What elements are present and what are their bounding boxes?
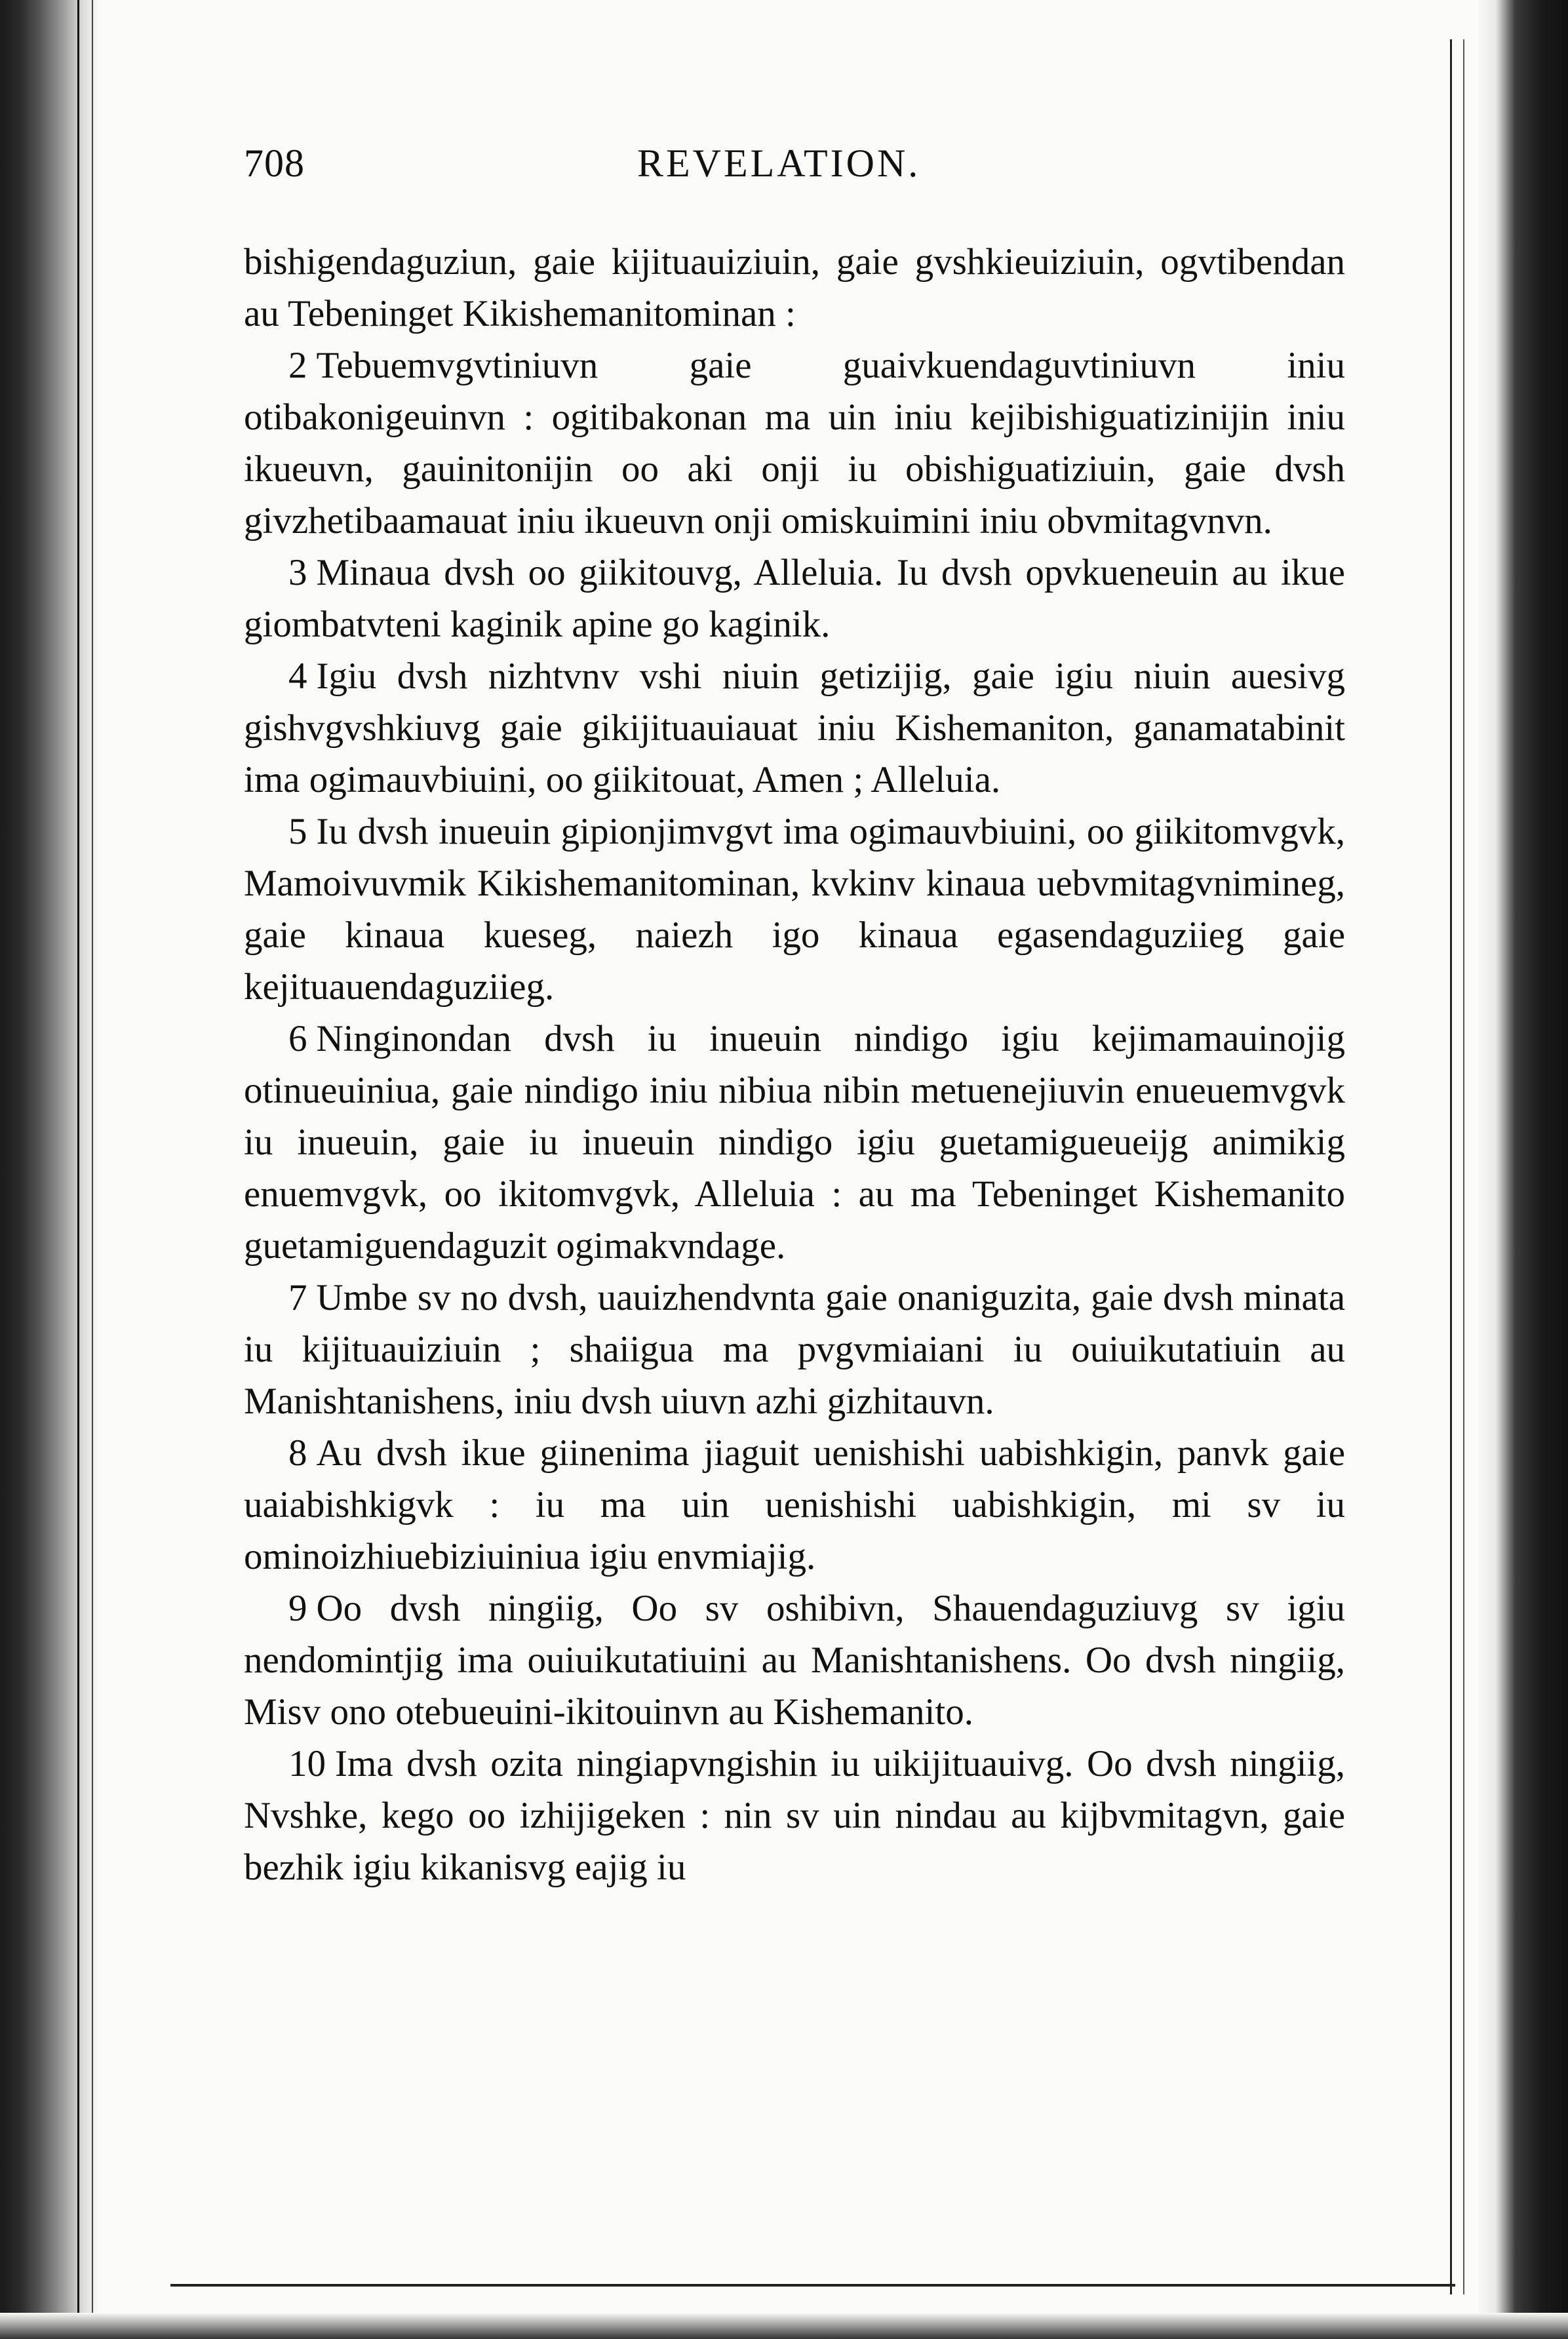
verse-number: 4 bbox=[288, 656, 307, 697]
verse-text: Au dvsh ikue giinenima jiaguit uenishishi uabishkigin, panvk gaie uaiabishkigvk : iu ma uin uenishishi uabishkigin, mi sv iu ominoizhiuebiziuiniua igiu envmiajig. bbox=[244, 1432, 1345, 1577]
verse-paragraph bbox=[244, 650, 1345, 806]
verse-number: 6 bbox=[288, 1018, 307, 1059]
paragraph-text: bishigendaguziun, gaie kijituauiziuin, gaie gvshkieuiziuin, ogvtibendan au Tebeninget Kikishemanitominan : bbox=[244, 241, 1345, 334]
verse-text: Minaua dvsh oo giikitouvg, Alleluia. Iu dvsh opvkueneuin au ikue giombatvteni kaginik apine go kaginik. bbox=[244, 552, 1345, 645]
binding-line bbox=[92, 0, 93, 2339]
verse-number: 9 bbox=[288, 1588, 307, 1629]
verse-text: Oo dvsh ningiig, Oo sv oshibivn, Shauendaguziuvg sv igiu nendomintjig ima ouiuikutatiuini au Manishtanishens. Oo dvsh ningiig, Misv ono otebueuini-ikitouinvn au Kishemanito. bbox=[244, 1588, 1345, 1733]
verse-number: 8 bbox=[288, 1432, 307, 1474]
page-number: 708 bbox=[244, 142, 305, 185]
verse-number: 10 bbox=[288, 1743, 326, 1784]
page-edge-rule bbox=[1463, 39, 1464, 2294]
right-page-edge bbox=[1476, 0, 1568, 2339]
verse-paragraph bbox=[244, 547, 1345, 650]
verse-text: Ima dvsh ozita ningiapvngishin iu uikijituauivg. Oo dvsh ningiig, Nvshke, kego oo izhijigeken : nin sv uin nindau au kijbvmitagvn, gaie bezhik igiu kikanisvg eajig iu bbox=[244, 1743, 1345, 1888]
verse-paragraph bbox=[244, 1272, 1345, 1427]
verse-number: 2 bbox=[288, 345, 307, 386]
verse-text: Ninginondan dvsh iu inueuin nindigo igiu kejimamauinojig otinueuiniua, gaie nindigo iniu nibiua nibin metuenejiuvin enueuemvgvk iu inueuin, gaie iu inueuin nindigo igiu guetamigueueijg animikig enuemvgvk, oo ikitomvgvk, Alleluia : au ma Tebeninget Kishemanito guetamiguendaguzit ogimakvndage. bbox=[244, 1018, 1345, 1267]
binding-line bbox=[77, 0, 79, 2339]
verse-paragraph bbox=[244, 1427, 1345, 1582]
verse-number: 3 bbox=[288, 552, 307, 593]
verse-paragraph bbox=[244, 1738, 1345, 1893]
paragraph bbox=[244, 236, 1345, 340]
verse-paragraph bbox=[244, 806, 1345, 1013]
verse-text: Igiu dvsh nizhtvnv vshi niuin getizijig, gaie igiu niuin auesivg gishvgvshkiuvg gaie gikijituauiauat iniu Kishemaniton, ganamatabinit ima ogimauvbiuini, oo giikitouat, Amen ; Alleluia. bbox=[244, 656, 1345, 800]
running-title: REVELATION. bbox=[637, 142, 921, 185]
verse-paragraph bbox=[244, 340, 1345, 547]
verse-text: Umbe sv no dvsh, uauizhendvnta gaie onaniguzita, gaie dvsh minata iu kijituauiziuin ; shaiigua ma pvgvmiaiani iu ouiuikutatiuin au Manishtanishens, iniu dvsh uiuvn azhi gizhitauvn. bbox=[244, 1277, 1345, 1422]
bottom-edge bbox=[0, 2313, 1568, 2339]
verse-text: Tebuemvgvtiniuvn gaie guaivkuendaguvtiniuvn iniu otibakonigeuinvn : ogitibakonan ma uin iniu kejibishiguatizinijin iniu ikueuvn, gauinitonijin oo aki onji iu obishiguatiziuin, gaie dvsh givzhetibaamauat iniu ikueuvn onji omiskuimini iniu obvmitagvnvn. bbox=[244, 345, 1345, 541]
body-text bbox=[244, 236, 1345, 1893]
binding-edge bbox=[0, 0, 98, 2339]
page-edge-rule bbox=[1450, 39, 1452, 2294]
page-header bbox=[244, 141, 1345, 200]
verse-paragraph bbox=[244, 1582, 1345, 1738]
verse-paragraph bbox=[244, 1013, 1345, 1272]
bottom-rule bbox=[170, 2284, 1455, 2287]
verse-text: Iu dvsh inueuin gipionjimvgvt ima ogimauvbiuini, oo giikitomvgvk, Mamoivuvmik Kikishemanitominan, kvkinv kinaua uebvmitagvnimineg, gaie kinaua kueseg, naiezh igo kinaua egasendaguziieg gaie kejituauendaguziieg. bbox=[244, 811, 1345, 1008]
verse-number: 7 bbox=[288, 1277, 307, 1318]
verse-number: 5 bbox=[288, 811, 307, 852]
